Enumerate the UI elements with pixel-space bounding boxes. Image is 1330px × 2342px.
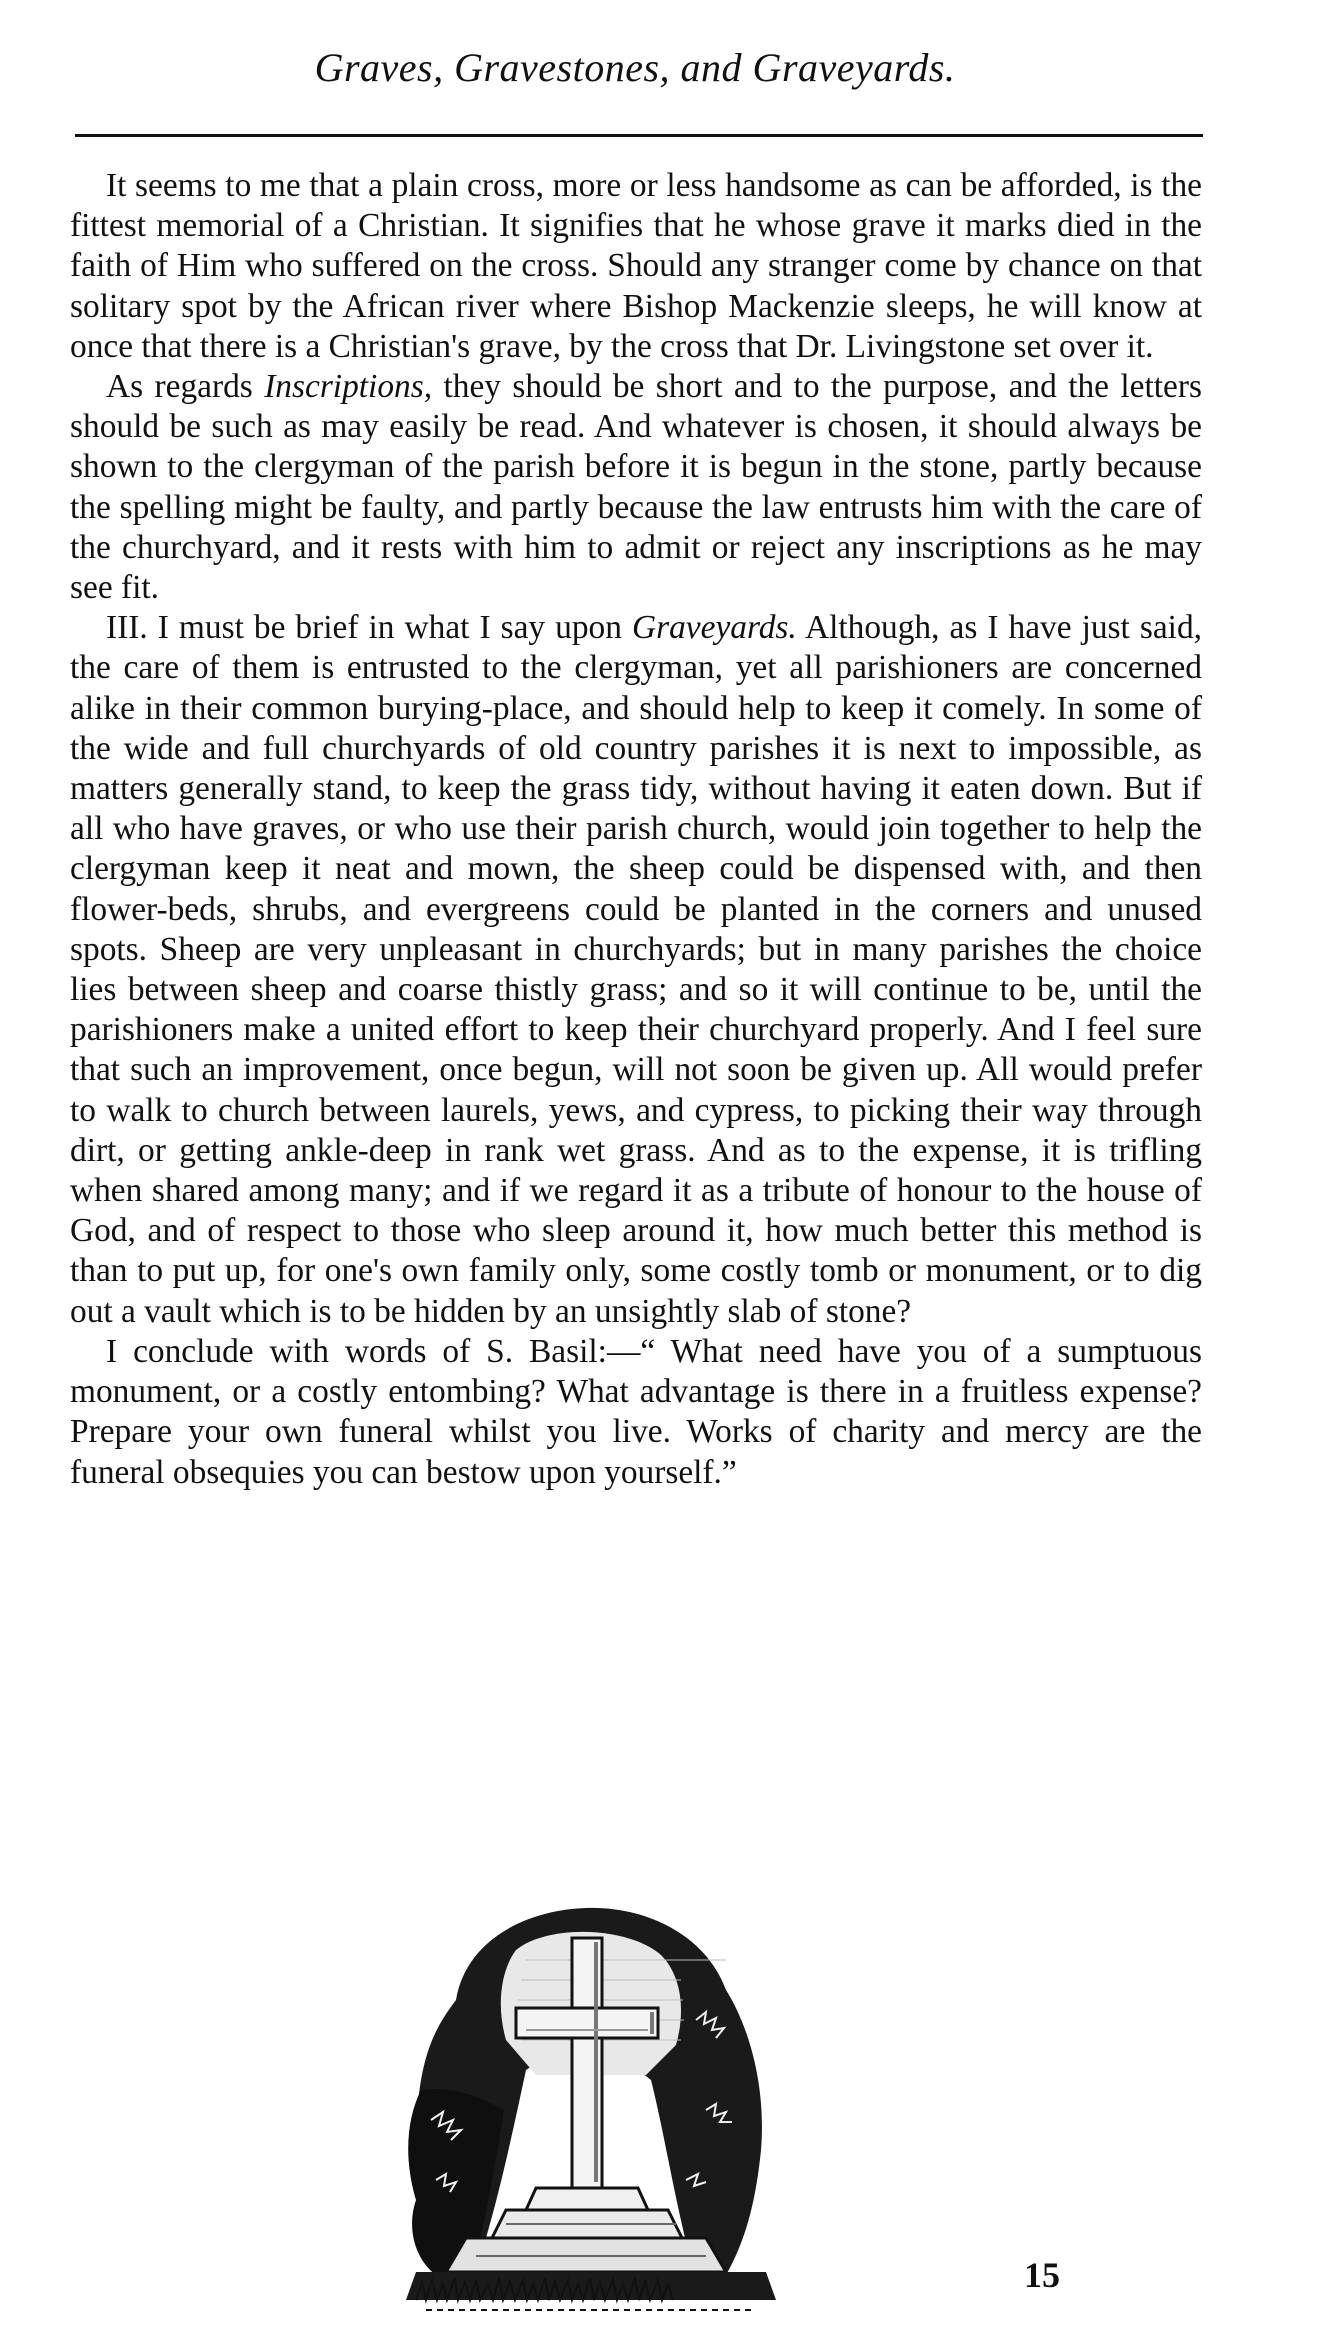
paragraph-basil-quote <box>70 1332 1202 1493</box>
page-number: 15 <box>1024 2255 1060 2295</box>
italic-term-inscriptions: Inscriptions, <box>264 368 433 406</box>
paragraph-inscriptions <box>70 367 1202 608</box>
header-rule <box>75 134 1203 137</box>
text-segment: As regards <box>106 368 265 406</box>
text-segment: III. I must be brief in what I say upon <box>106 609 632 647</box>
cross-gravestone-engraving-icon <box>396 1880 786 2322</box>
text-segment: Although, as I have just said, the care of them is entrusted to the clergyman, yet all parishioners are concerned alike in their common burying-place, and should help to keep it comely. In some of the wide and full churchyards of old country parishes it is next to impossible, as matters generally stand, to keep the grass tidy, without having it eaten down. But if all who have graves, or who use their parish church, would join together to help the clergyman keep it neat and mown, the sheep could be dispensed with, and then flower-beds, shrubs, and evergreens could be planted in the corners and unused spots. Sheep are very unpleasant in churchyards; but in many parishes the choice lies between sheep and coarse thistly grass; and so it will continue to be, until the parishioners make a united effort to keep their churchyard properly. And I feel sure that such an improvement, once begun, will not soon be given up. All would prefer to walk to church between laurels, yews, and cypress, to picking their way through dirt, or getting ankle-deep in rank wet grass. And as to the expense, it is trifling when shared among many; and if we regard it as a tribute of honour to the house of God, and of respect to those who sleep around it, how much better this method is than to put up, for one's own family only, some costly tomb or monument, or to dig out a vault which is to be hidden by an unsightly slab of stone? <box>70 609 1202 1330</box>
paragraph-cross-memorial <box>70 166 1202 367</box>
paragraph-graveyards <box>70 608 1202 1332</box>
text-segment: I conclude with words of S. Basil:—“ What need have you of a sumptuous monument, or a costly entombing? What advantage is there in a fruitless expense? Prepare your own funeral whilst you live. Works of charity and mercy are the funeral obsequies you can bestow upon yourself.” <box>70 1332 1202 1491</box>
text-segment: It seems to me that a plain cross, more or less handsome as can be afforded, is the fittest memorial of a Christian. It signifies that he whose grave it marks died in the faith of Him who suffered on the cross. Should any stranger come by chance on that solitary spot by the African river where Bishop Mackenzie sleeps, he will know at once that there is a Christian's grave, by the cross that Dr. Livingstone set over it. <box>70 167 1202 365</box>
text-segment: they should be short and to the purpose, and the letters should be such as may easily be read. And whatever is chosen, it should always be shown to the clergyman of the parish before it is begun in the stone, partly because the spelling might be faulty, and partly because the law entrusts him with the care of the churchyard, and it rests with him to admit or reject any inscriptions as he may see fit. <box>70 368 1202 607</box>
italic-term-graveyards: Graveyards. <box>632 609 797 647</box>
body-text <box>70 166 1202 1493</box>
running-head: Graves, Gravestones, and Graveyards. <box>314 45 956 90</box>
